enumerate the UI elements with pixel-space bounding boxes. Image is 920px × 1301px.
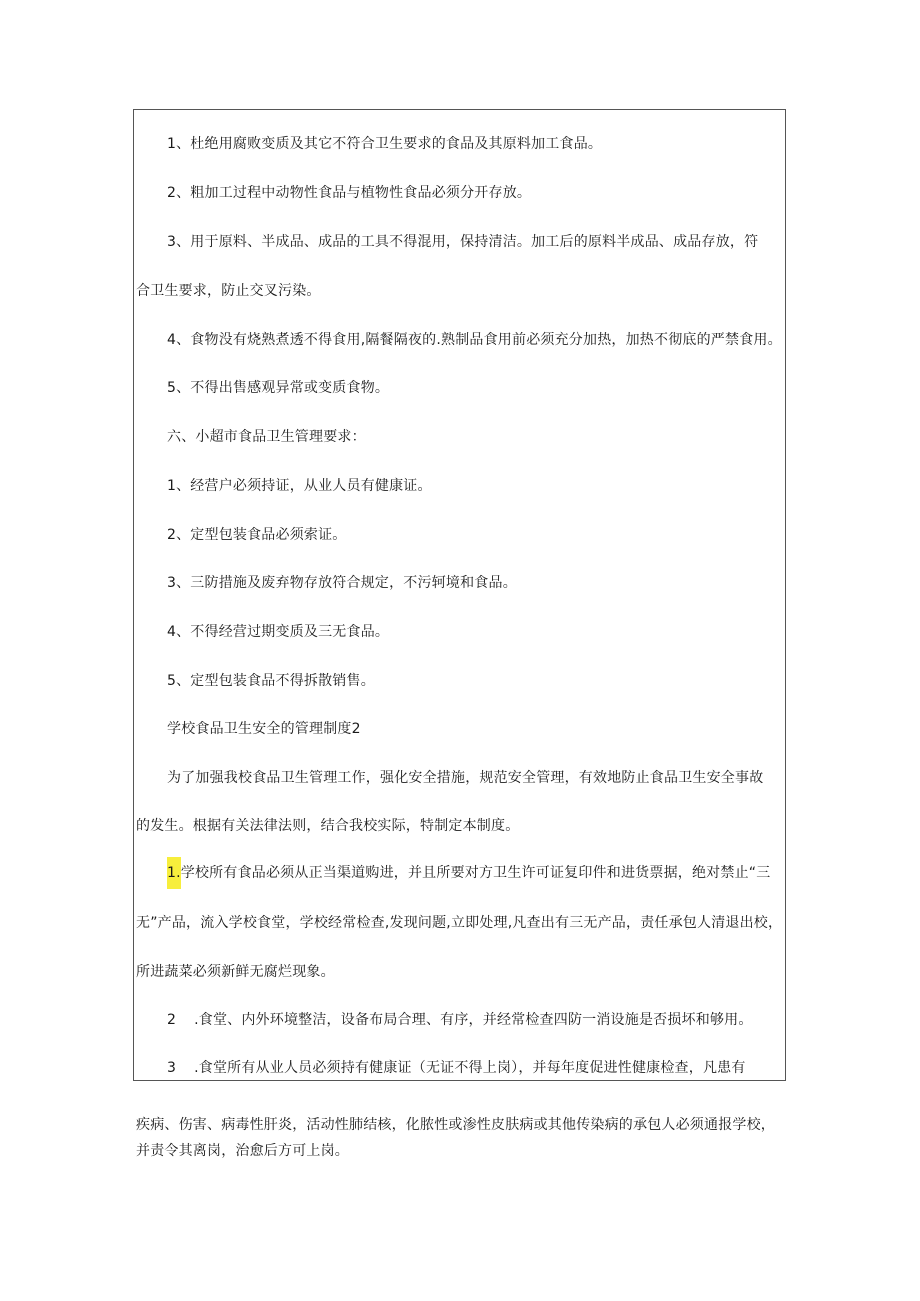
rule-text: 学校所有食品必须从正当渠道购进，并且所要对方卫生许可证复印件和进货票据，绝对禁止“三 (180, 865, 771, 881)
overflow-line: 并责令其离岗，治愈后方可上岗。 (136, 1143, 349, 1159)
rule-line-continued: 合卫生要求，防止交叉污染。 (136, 283, 321, 299)
rule-text: .食堂、内外环境整洁，设备布局合理、有序，并经常检查四防一消设施是否损坏和够用。 (194, 1012, 753, 1028)
document-frame (133, 109, 786, 1081)
rule-line: 4、不得经营过期变质及三无食品。 (167, 624, 390, 640)
rule-line: 2、定型包装食品必须索证。 (167, 527, 347, 543)
paragraph-line: 为了加强我校食品卫生管理工作，强化安全措施，规范安全管理，有效地防止食品卫生安全事故 (167, 770, 764, 786)
overflow-line: 疾病、伤害、病毒性肝炎，活动性肺结核，化脓性或渗性皮肤病或其他传染病的承包人必须通报学校， (136, 1117, 775, 1133)
rule-line (167, 1058, 746, 1078)
document-title: 学校食品卫生安全的管理制度2 (167, 721, 361, 737)
rule-line (167, 863, 770, 883)
rule-line: 4、食物没有烧熟煮透不得食用,隔餐隔夜的.熟制品食用前必须充分加热，加热不彻底的严禁食用。 (167, 332, 782, 348)
rule-number: 2 (167, 1012, 177, 1028)
rule-number: 3 (167, 1060, 177, 1076)
section-heading: 六、小超市食品卫生管理要求： (167, 429, 366, 445)
rule-line: 5、不得出售感观异常或变质食物。 (167, 380, 390, 396)
rule-text: .食堂所有从业人员必须持有健康证（无证不得上岗），并每年度促进性健康检查，凡患有 (194, 1060, 746, 1076)
rule-line: 2、粗加工过程中动物性食品与植物性食品必须分开存放。 (167, 185, 532, 201)
rule-line (167, 1010, 753, 1030)
rule-line: 3、三防措施及废弃物存放符合规定，不污轲境和食品。 (167, 575, 517, 591)
paragraph-line-continued: 的发生。根据有关法律法则，结合我校实际，特制定本制度。 (136, 818, 520, 834)
rule-line: 5、定型包装食品不得拆散销售。 (167, 673, 375, 689)
highlighted-number: 1. (167, 857, 181, 889)
rule-line-continued: 所进蔬菜必须新鲜无腐烂现象。 (136, 964, 335, 980)
rule-line: 1、经营户必须持证，从业人员有健康证。 (167, 478, 432, 494)
rule-line: 1、杜绝用腐败变质及其它不符合卫生要求的食品及其原料加工食品。 (167, 136, 603, 152)
rule-line: 3、用于原料、半成品、成品的工具不得混用，保持清洁。加工后的原料半成品、成品存放，符 (167, 234, 759, 250)
rule-line-continued: 无”产品，流入学校食堂，学校经常检查,发现问题,立即处理,凡查出有三无产品，责任承包人清退出校， (136, 915, 783, 931)
